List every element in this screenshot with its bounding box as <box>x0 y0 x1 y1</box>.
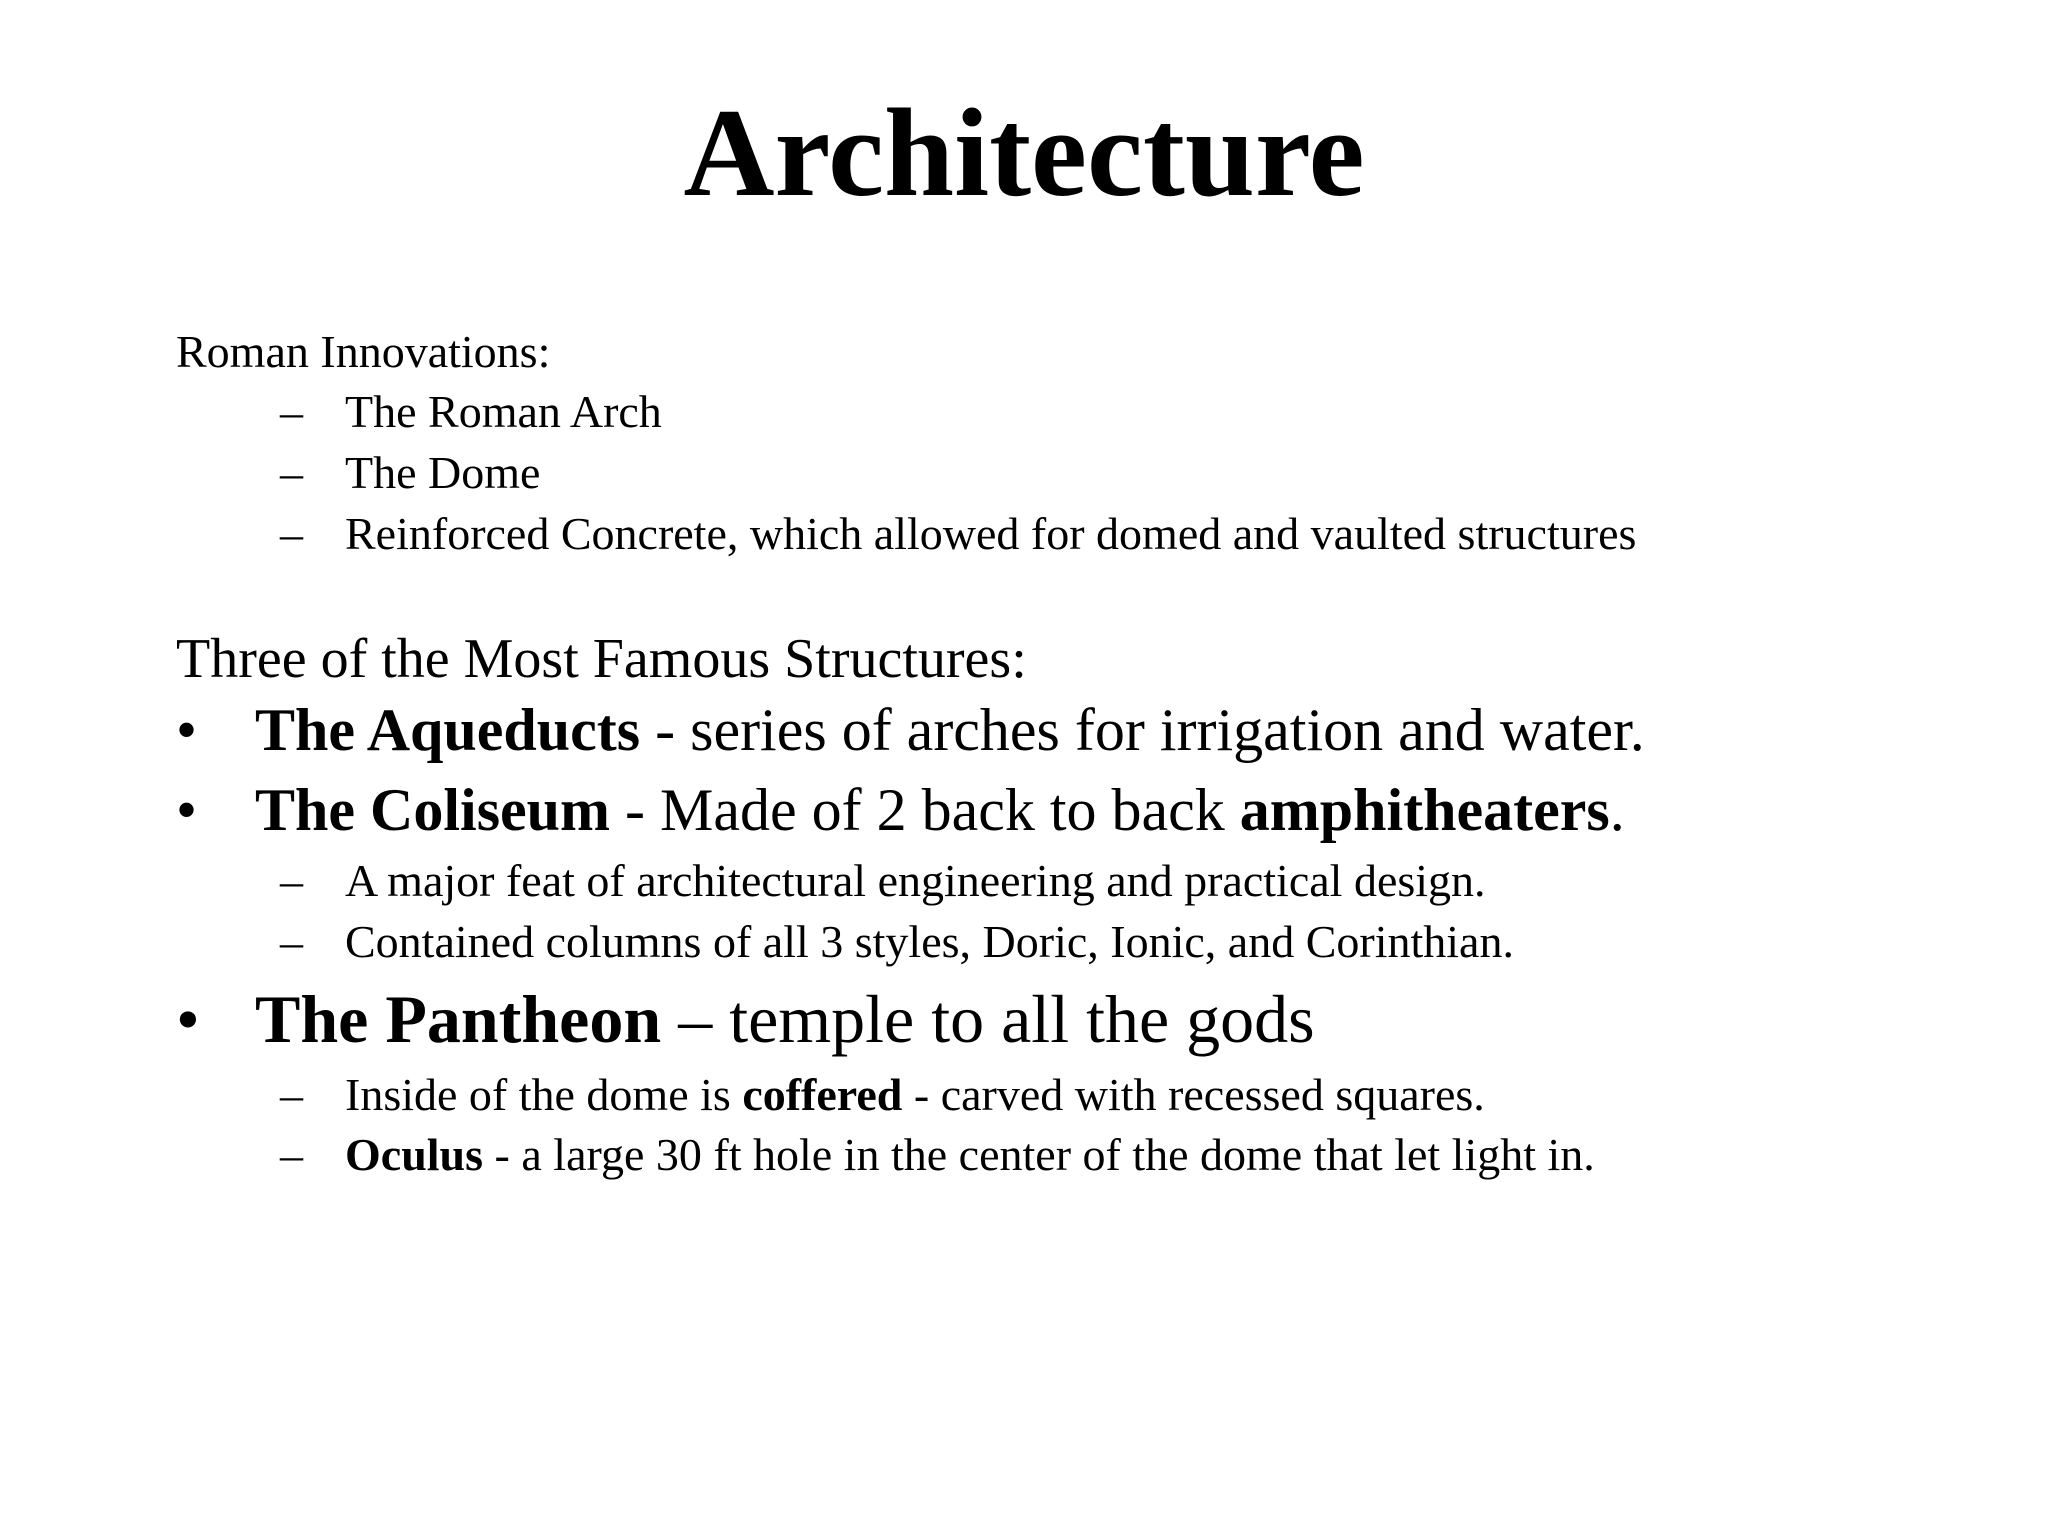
coliseum-detail-label: Contained columns of all 3 styles, Doric, Ionic, and Corinthian. <box>345 916 1514 967</box>
innovation-item-label: The Dome <box>345 447 541 498</box>
structure-item-text <box>255 696 1645 765</box>
structure-name: The Coliseum <box>255 777 611 843</box>
coliseum-detail-label: A major feat of architectural engineering and practical design. <box>345 855 1486 906</box>
bullet-marker: • <box>176 777 198 843</box>
structure-description: - Made of 2 back to back <box>610 777 1240 843</box>
innovations-heading: Roman Innovations: <box>176 326 551 377</box>
dash-marker: – <box>280 916 303 967</box>
bullet-marker: • <box>176 981 200 1057</box>
structures-heading: Three of the Most Famous Structures: <box>176 628 1027 690</box>
structure-item-text <box>255 776 1625 845</box>
dash-marker: – <box>280 855 303 906</box>
structure-description: – temple to all the gods <box>661 981 1315 1057</box>
detail-term: Oculus <box>345 1129 484 1180</box>
detail-text: Inside of the dome is <box>345 1069 743 1120</box>
innovation-item-label: The Roman Arch <box>345 386 662 437</box>
dash-marker: – <box>280 1129 303 1180</box>
innovation-item-label: Reinforced Concrete, which allowed for domed and vaulted structures <box>345 508 1637 559</box>
pantheon-detail-label <box>345 1128 1595 1181</box>
dash-marker: – <box>280 508 303 559</box>
structure-description: - series of arches for irrigation and water. <box>640 697 1645 763</box>
dash-marker: – <box>280 386 303 437</box>
structure-item-text <box>255 980 1315 1059</box>
dash-marker: – <box>280 1069 303 1120</box>
structure-description-end: . <box>1609 777 1625 843</box>
detail-text-end: - a large 30 ft hole in the center of the dome that let light in. <box>483 1129 1595 1180</box>
detail-term: coffered <box>742 1069 903 1120</box>
slide-title: Architecture <box>683 84 1365 223</box>
structure-name: The Pantheon <box>255 981 662 1057</box>
detail-text-end: - carved with recessed squares. <box>902 1069 1485 1120</box>
pantheon-detail-label <box>345 1068 1485 1121</box>
structure-emphasis: amphitheaters <box>1239 777 1610 843</box>
bullet-marker: • <box>176 697 198 763</box>
dash-marker: – <box>280 447 303 498</box>
structure-name: The Aqueducts <box>255 697 641 763</box>
